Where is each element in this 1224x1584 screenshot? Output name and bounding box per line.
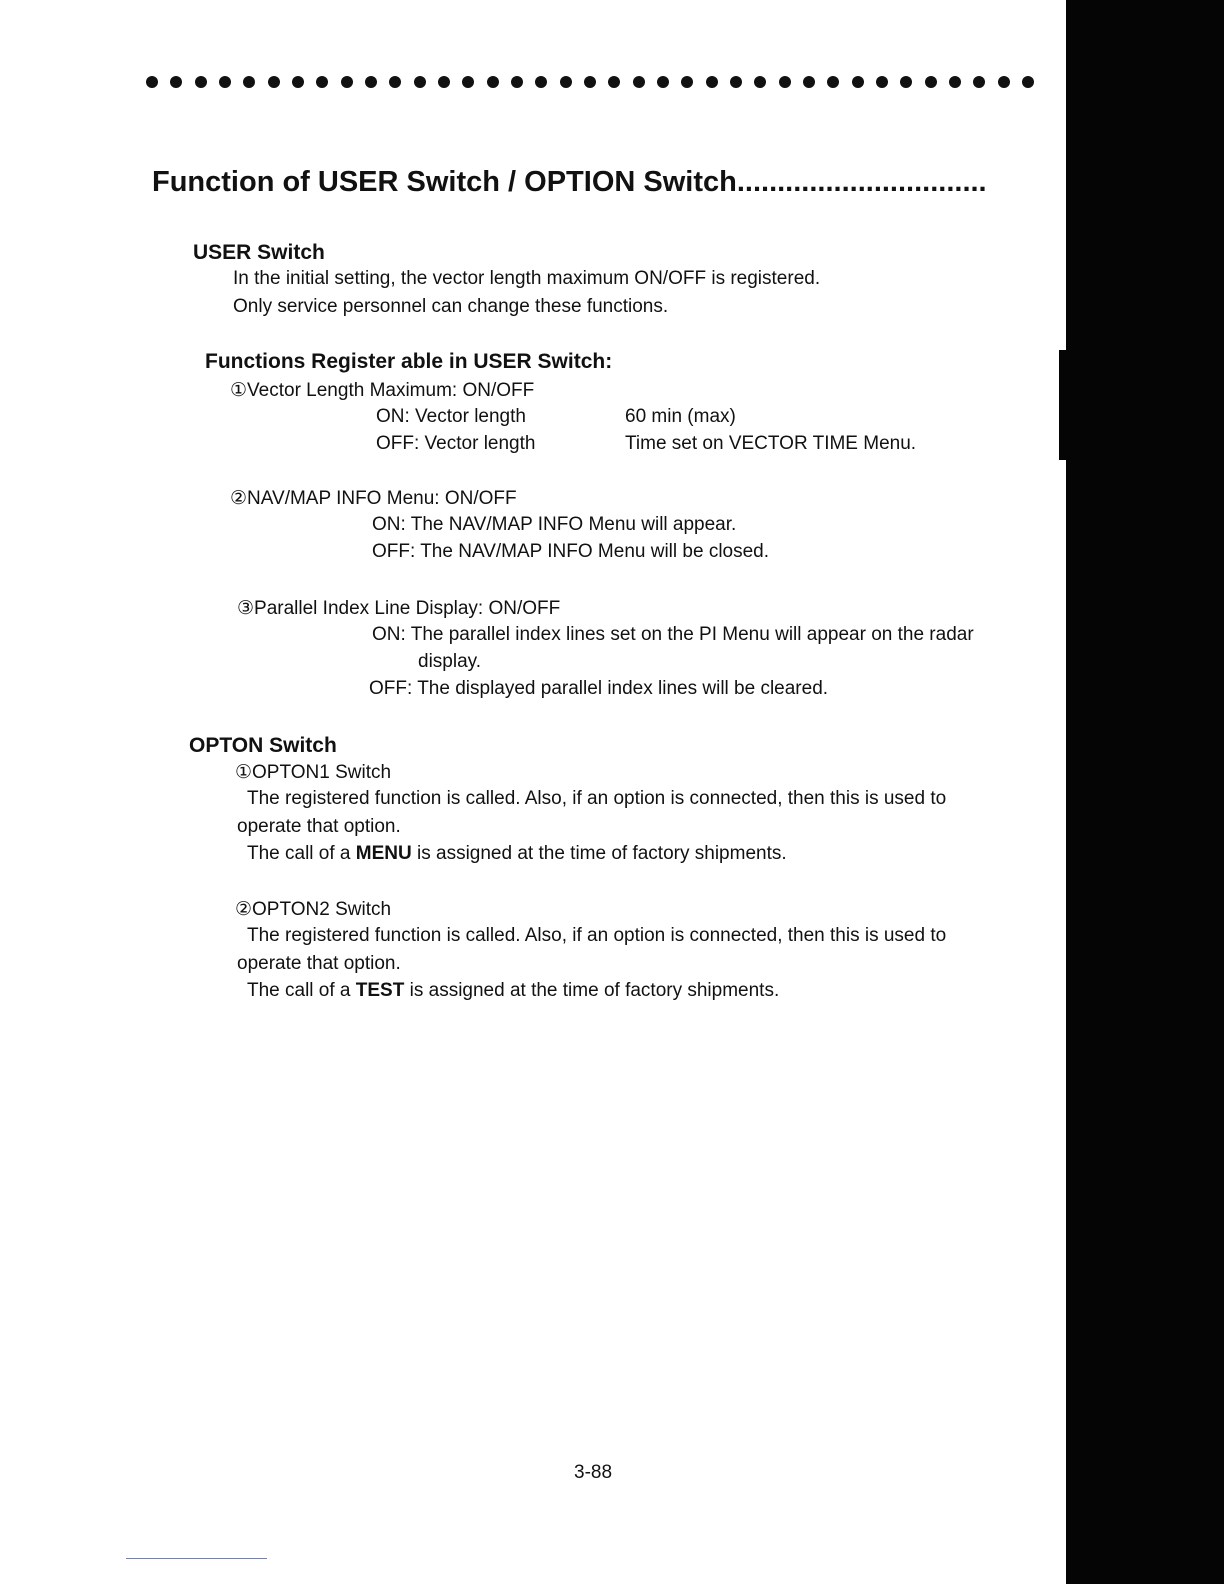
separator-dot <box>462 76 474 88</box>
item3-on: ON: The parallel index lines set on the PI Menu will appear on the radar <box>372 624 974 645</box>
item1-title: ①Vector Length Maximum: ON/OFF <box>230 380 535 401</box>
footer-rule <box>126 1558 267 1559</box>
separator-dot <box>803 76 815 88</box>
separator-dot <box>584 76 596 88</box>
separator-dot <box>170 76 182 88</box>
opt2-line1: The registered function is called. Also, if an option is connected, then this is used to <box>247 925 947 946</box>
separator-dot <box>949 76 961 88</box>
separator-dot <box>779 76 791 88</box>
separator-dot <box>852 76 864 88</box>
separator-dot <box>438 76 450 88</box>
separator-dot <box>973 76 985 88</box>
separator-dot <box>365 76 377 88</box>
scan-edge-bar <box>1066 0 1224 1584</box>
item2-title: ②NAV/MAP INFO Menu: ON/OFF <box>230 488 517 509</box>
user-switch-line1: In the initial setting, the vector length maximum ON/OFF is registered. <box>233 268 821 289</box>
opt2-call-line <box>247 980 779 1002</box>
opt1-line2: operate that option. <box>237 816 401 837</box>
item1-on-label: ON: Vector length <box>376 406 526 427</box>
separator-dot <box>195 76 207 88</box>
item1-on-value: 60 min (max) <box>625 406 736 427</box>
user-switch-line2: Only service personnel can change these functions. <box>233 296 669 317</box>
separator-dot <box>316 76 328 88</box>
separator-dot <box>487 76 499 88</box>
separator-dot <box>243 76 255 88</box>
separator-dot <box>608 76 620 88</box>
item3-on-cont: display. <box>418 651 482 672</box>
separator-dot <box>900 76 912 88</box>
opt1-title: ①OPTON1 Switch <box>235 762 392 783</box>
opt1-call-prefix: The call of a <box>247 843 356 864</box>
separator-dot <box>560 76 572 88</box>
page-number: 3-88 <box>574 1462 613 1483</box>
separator-dot <box>389 76 401 88</box>
separator-dot <box>511 76 523 88</box>
opt1-call-suffix: is assigned at the time of factory shipments. <box>411 843 787 864</box>
separator-dot <box>292 76 304 88</box>
separator-dot <box>146 76 158 88</box>
opt2-title: ②OPTON2 Switch <box>235 899 392 920</box>
separator-dot <box>754 76 766 88</box>
separator-dot <box>827 76 839 88</box>
dot-separator <box>146 70 1036 96</box>
option-switch-heading: OPTON Switch <box>189 734 337 757</box>
opt1-call-keyword: MENU <box>355 843 412 864</box>
opt2-call-suffix: is assigned at the time of factory shipments. <box>404 980 780 1001</box>
opt2-call-keyword: TEST <box>355 980 405 1001</box>
separator-dot <box>535 76 547 88</box>
separator-dot <box>706 76 718 88</box>
separator-dot <box>633 76 645 88</box>
item3-title: ③Parallel Index Line Display: ON/OFF <box>237 598 561 619</box>
scan-side-tab <box>1059 350 1067 460</box>
separator-dot <box>1022 76 1034 88</box>
item1-off-value: Time set on VECTOR TIME Menu. <box>625 433 917 454</box>
page-title: Function of USER Switch / OPTION Switch............................... <box>152 166 987 198</box>
separator-dot <box>998 76 1010 88</box>
opt2-line2: operate that option. <box>237 953 401 974</box>
separator-dot <box>414 76 426 88</box>
separator-dot <box>681 76 693 88</box>
item2-off: OFF: The NAV/MAP INFO Menu will be closed. <box>372 541 770 562</box>
separator-dot <box>268 76 280 88</box>
separator-dot <box>925 76 937 88</box>
opt2-call-prefix: The call of a <box>247 980 356 1001</box>
opt1-line1: The registered function is called. Also, if an option is connected, then this is used to <box>247 788 947 809</box>
opt1-call-line <box>247 843 787 865</box>
item3-off: OFF: The displayed parallel index lines will be cleared. <box>369 678 829 699</box>
item2-on: ON: The NAV/MAP INFO Menu will appear. <box>372 514 737 535</box>
separator-dot <box>876 76 888 88</box>
separator-dot <box>730 76 742 88</box>
functions-heading: Functions Register able in USER Switch: <box>205 350 613 373</box>
separator-dot <box>657 76 669 88</box>
separator-dot <box>341 76 353 88</box>
item1-off-label: OFF: Vector length <box>376 433 536 454</box>
separator-dot <box>219 76 231 88</box>
user-switch-heading: USER Switch <box>193 241 325 264</box>
